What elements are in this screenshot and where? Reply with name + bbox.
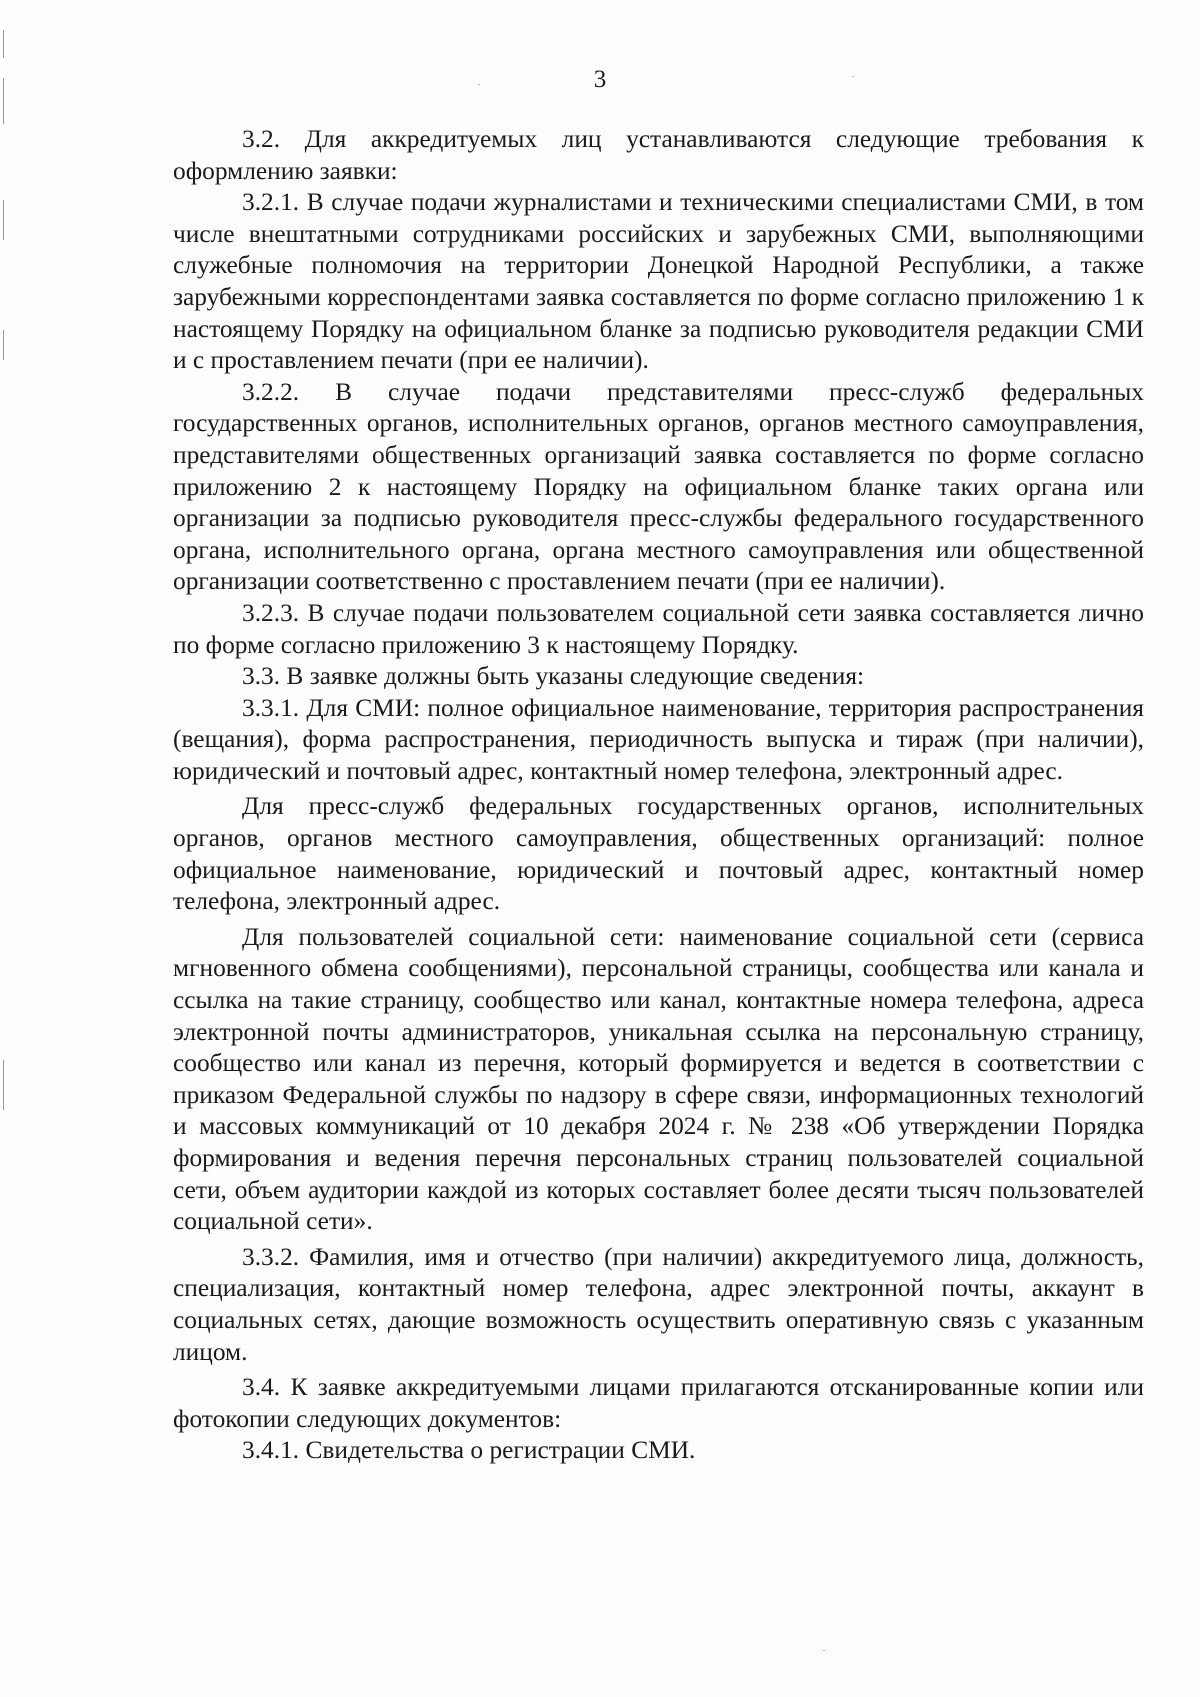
page-number: 3 [593,66,607,93]
scan-edge-mark [3,30,4,58]
scan-edge-mark [3,200,4,240]
paragraph-3-3: 3.3. В заявке должны быть указаны следующие сведения: [242,662,865,691]
paragraph-3-2-1: 3.2.1. В случае подачи журналистами и техническими специалистами СМИ, в том числе внештатными сотрудниками российских и зарубежных СМИ, выполняющими служебные полномочия на территории Донецкой Народной Республики, а также зарубежными корреспондентами заявка составляется по форме согласно приложению 1 к настоящему Порядку на официальном бланке за подписью руководителя редакции СМИ и с проставлением печати (при ее наличии). [173,188,1144,375]
paragraph-social-network-users: Для пользователей социальной сети: наименование социальной сети (сервиса мгновенного обмена сообщениями), персональной страницы, сообщества или канала и ссылка на такие страницу, сообщество или канал, контактные номера телефона, адреса электронной почты администраторов, уникальная ссылка на персональную страницу, сообщество или канал из перечня, который формируется и ведется в соответствии с приказом Федеральной службы по надзору в сфере связи, информационных технологий и массовых коммуникаций от 10 декабря 2024 г. № 238 «Об утверждении Порядка формирования и ведения перечня персональных страниц пользователей социальной сети, объем аудитории каждой из которых составляет более десяти тысяч пользователей социальной сети». [173,922,1144,1236]
paragraph-3-4-1: 3.4.1. Свидетельства о регистрации СМИ. [242,1436,696,1465]
document-body [173,124,1144,1467]
paragraph-press-services: Для пресс-служб федеральных государственных органов, исполнительных органов, органов местного самоуправления, общественных организаций: полное официальное наименование, юридический и почтовый адрес, контактный номер телефона, электронный адрес. [173,792,1144,916]
scan-edge-mark [3,330,4,360]
paragraph-3-2-3: 3.2.3. В случае подачи пользователем социальной сети заявка составляется лично по форме согласно приложению 3 к настоящему Порядку. [173,598,1144,659]
scan-speck [823,1650,825,1651]
paragraph-3-4: 3.4. К заявке аккредитуемыми лицами прилагаются отсканированные копии или фотокопии следующих документов: [173,1373,1144,1433]
paragraph-3-3-2: 3.3.2. Фамилия, имя и отчество (при наличии) аккредитуемого лица, должность, специализация, контактный номер телефона, адрес электронной почты, аккаунт в социальных сетях, дающие возможность осуществить оперативную связь с указанным лицом. [173,1242,1144,1366]
paragraph-3-2-2: 3.2.2. В случае подачи представителями пресс-служб федеральных государственных органов, исполнительных органов, органов местного самоуправления, представителями общественных организаций заявка составляется по форме согласно приложению 2 к настоящему Порядку на официальном бланке таких органа или организации за подписью руководителя пресс-службы федерального государственного органа, исполнительного органа, органа местного самоуправления или общественной организации соответственно с проставлением печати (при ее наличии). [173,377,1144,596]
paragraph-3-2: 3.2. Для аккредитуемых лиц устанавливаются следующие требования к оформлению заявки: [173,125,1144,185]
scan-edge-mark [3,1060,4,1110]
paragraph-3-3-1: 3.3.1. Для СМИ: полное официальное наименование, территория распространения (вещания), форма распространения, периодичность выпуска и тираж (при наличии), юридический и почтовый адрес, контактный номер телефона, электронный адрес. [173,693,1144,785]
